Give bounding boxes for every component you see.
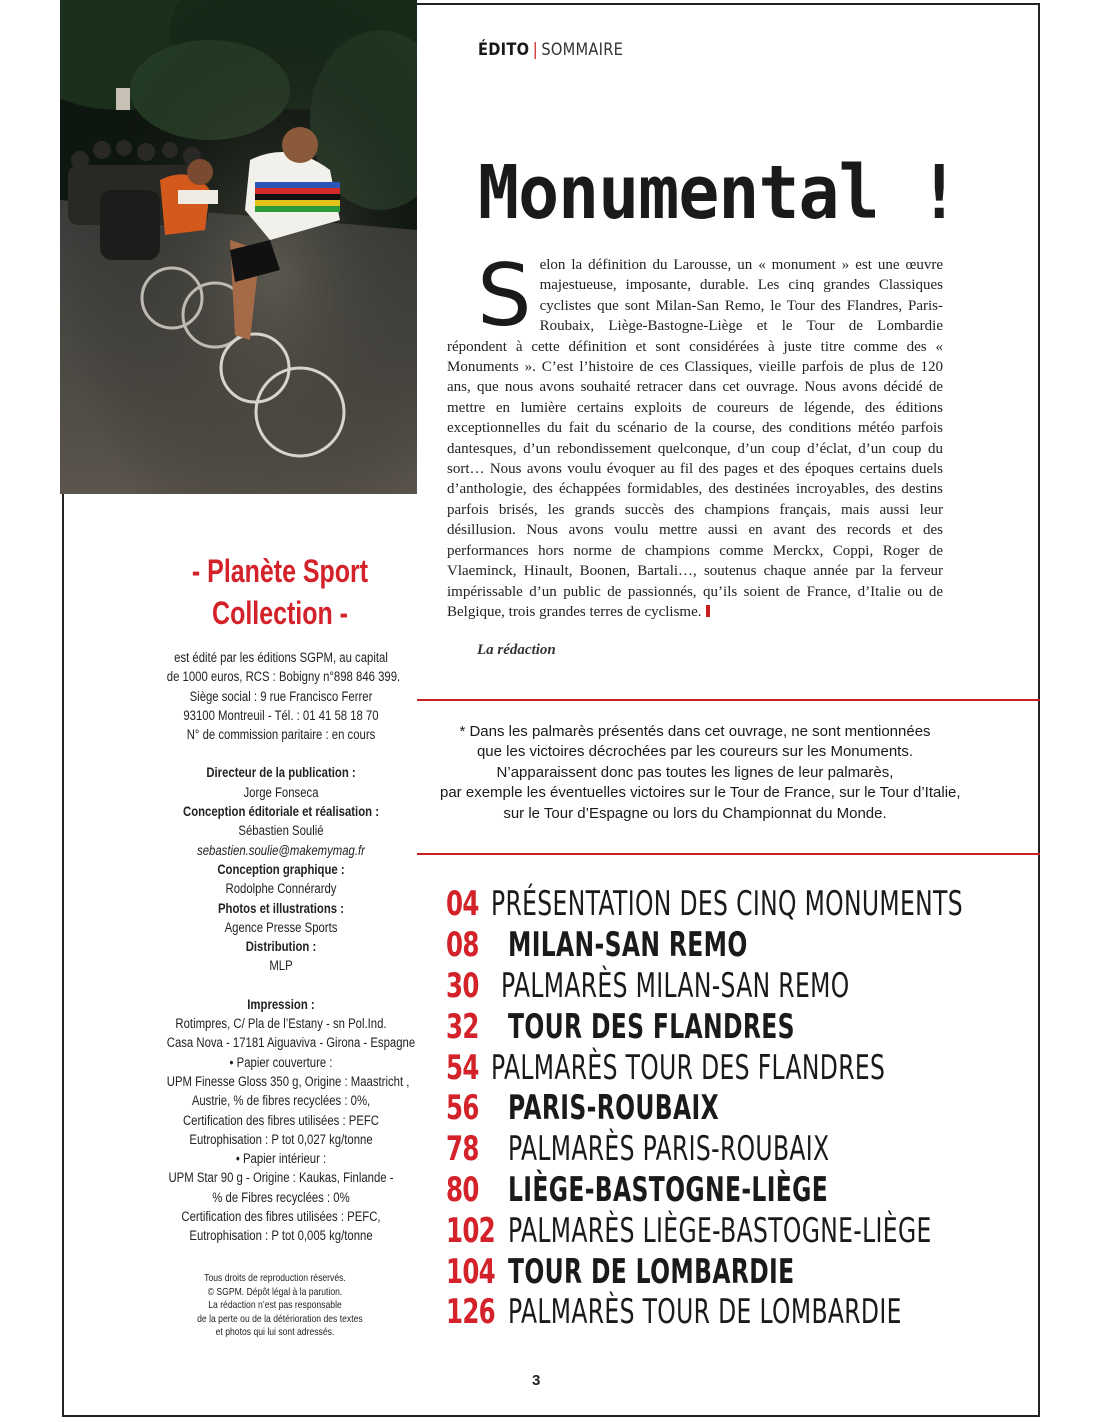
- toc-label: PALMARÈS TOUR DE LOMBARDIE: [508, 1292, 902, 1333]
- credits-intro-line: est édité par les éditions SGPM, au capital: [174, 650, 388, 665]
- editorial-email: sebastien.soulie@makemymag.fr: [197, 842, 365, 858]
- header-sommaire: SOMMAIRE: [541, 40, 624, 60]
- toc-page-number: 126: [446, 1292, 495, 1333]
- print-line: • Papier intérieur :: [235, 1151, 327, 1167]
- palmares-note: [440, 722, 961, 824]
- signature: La rédaction: [477, 642, 556, 658]
- cover-photo: [60, 0, 417, 494]
- toc-label: LIÈGE-BASTOGNE-LIÈGE: [508, 1169, 829, 1210]
- print-line: Austrie, % de fibres recyclées : 0%,: [191, 1093, 371, 1109]
- toc-page-number: 104: [446, 1251, 495, 1292]
- print-line: Eutrophisation : P tot 0,005 kg/tonne: [189, 1228, 373, 1244]
- print-line: Casa Nova - 17181 Aiguaviva - Girona - Espagne: [166, 1035, 416, 1051]
- toc-label: TOUR DE LOMBARDIE: [508, 1251, 795, 1292]
- credits-intro-line: Siège social : 9 rue Francisco Ferrer: [189, 688, 373, 704]
- photos-name: Agence Presse Sports: [224, 919, 338, 935]
- toc-entry[interactable]: [446, 884, 1006, 925]
- toc-entry[interactable]: [446, 1292, 1006, 1333]
- legal-line: La rédaction n’est pas responsable: [208, 1299, 342, 1311]
- print-label: Impression :: [247, 996, 315, 1012]
- print-line: % de Fibres recyclées : 0%: [212, 1189, 350, 1205]
- toc-entry[interactable]: [446, 1047, 1006, 1088]
- editorial-text: [447, 246, 943, 622]
- note-line: sur le Tour d’Espagne ou lors du Championnat du Monde.: [503, 804, 887, 822]
- distribution-name: MLP: [269, 958, 293, 974]
- header-edito: ÉDITO: [478, 40, 530, 60]
- end-mark-icon: [706, 605, 710, 617]
- drop-cap: S: [477, 246, 532, 346]
- brand-title: [160, 550, 400, 634]
- toc-page-number: 80: [446, 1169, 479, 1210]
- photos-label: Photos et illustrations :: [217, 900, 344, 916]
- toc-page-number: 30: [446, 965, 479, 1006]
- legal-notice: [180, 1272, 370, 1340]
- print-line: UPM Finesse Gloss 350 g, Origine : Maastricht ,: [166, 1073, 410, 1089]
- brand-line-2: Collection -: [212, 595, 348, 631]
- toc-label: PARIS-ROUBAIX: [508, 1088, 720, 1129]
- toc-entry[interactable]: [446, 1129, 1006, 1170]
- toc-page-number: 32: [446, 1006, 479, 1047]
- table-of-contents: [446, 884, 1006, 1333]
- toc-label: PALMARÈS TOUR DES FLANDRES: [491, 1047, 886, 1088]
- note-line: N’apparaissent donc pas toutes les lignes de leur palmarès,: [496, 763, 894, 781]
- toc-page-number: 08: [446, 925, 479, 966]
- credits-intro-line: N° de commission paritaire : en cours: [186, 727, 376, 743]
- director-name: Jorge Fonseca: [243, 784, 319, 800]
- toc-entry[interactable]: [446, 1006, 1006, 1047]
- legal-line: Tous droits de reproduction réservés.: [204, 1272, 346, 1284]
- credits-intro-line: 93100 Montreuil - Tél. : 01 41 58 18 70: [183, 707, 379, 723]
- brand-line-1: - Planète Sport: [191, 553, 369, 589]
- toc-entry[interactable]: [446, 966, 1006, 1007]
- graphic-label: Conception graphique :: [217, 861, 345, 877]
- editorial-label: Conception éditoriale et réalisation :: [183, 804, 379, 820]
- toc-entry[interactable]: [446, 1251, 1006, 1292]
- note-line: par exemple les éventuelles victoires sur le Tour de France, sur le Tour d’Italie,: [440, 784, 961, 802]
- toc-page-number: 56: [446, 1088, 479, 1129]
- toc-entry[interactable]: [446, 1088, 1006, 1129]
- legal-line: © SGPM. Dépôt légal à la parution.: [207, 1285, 343, 1298]
- toc-entry[interactable]: [446, 1170, 1006, 1211]
- toc-page-number: 102: [446, 1210, 495, 1251]
- toc-label: TOUR DES FLANDRES: [508, 1006, 795, 1047]
- toc-page-number: 04: [446, 884, 479, 925]
- print-line: Certification des fibres utilisées : PEFC: [182, 1112, 380, 1128]
- divider-bottom: [417, 853, 1040, 855]
- credits-intro-line: de 1000 euros, RCS : Bobigny n°898 846 399.: [166, 669, 401, 685]
- print-line: Certification des fibres utilisées : PEFC,: [181, 1209, 381, 1225]
- toc-entry[interactable]: [446, 925, 1006, 966]
- toc-entry[interactable]: [446, 1210, 1006, 1251]
- toc-page-number: 78: [446, 1129, 479, 1170]
- note-line: * Dans les palmarès présentés dans cet ouvrage, ne sont mentionnées: [459, 723, 931, 740]
- legal-line: de la perte ou de la détérioration des textes: [197, 1312, 363, 1325]
- print-line: UPM Star 90 g - Origine : Kaukas, Finlande -: [168, 1170, 394, 1186]
- toc-label: PRÉSENTATION DES CINQ MONUMENTS: [491, 884, 964, 925]
- print-line: Eutrophisation : P tot 0,027 kg/tonne: [189, 1131, 373, 1147]
- legal-line: et photos qui lui sont adressés.: [215, 1326, 335, 1338]
- editorial-name: Sébastien Soulié: [238, 823, 324, 839]
- page-number: 3: [532, 1372, 541, 1389]
- editorial-body: elon la définition du Larousse, un « monument » est une œuvre majestueuse, imposante, durable. Les cinq grandes Classiques cyclistes que sont Milan-San Remo, le Tour des Flandres, Paris-Roubaix, Liège-Bastogne-Liège et le Tour de Lombardie répondent à cette définition et sont considérées à juste titre comme des « Monuments ». C’est l’histoire de ces Classiques, vieille parfois de plus de 120 ans, que nous avons souhaité retracer dans cet ouvrage. Nous avons décidé de mettre en lumière certains exploits de coureurs de légende, des éditions exceptionnelles du fait du scénario de la course, des conditions météo parfois dantesques, d’un rebondissement quelconque, d’un coup d’éclat, d’un coup du sort… Nous avons voulu évoquer au fil des pages et des époques certains duels d’anthologie, des échappées formidables, des destinées incroyables, des destins parfois brisés, les grands succès des champions français, mais aussi leur désillusion. Nous avons voulu mettre aussi en avant des records et des performances hors norme de champions comme Merckx, Coppi, Roger de Vlaeminck, Hinault, Boonen, Bartali…, soutenus chaque année par la ferveur impérissable d’un public de passionnés, qu’ils soient de France, d’Italie ou de Belgique, trois grandes terres de cyclisme.: [447, 257, 943, 620]
- toc-page-number: 54: [446, 1047, 479, 1088]
- toc-label: PALMARÈS MILAN-SAN REMO: [500, 965, 850, 1006]
- note-line: que les victoires décrochées par les coureurs sur les Monuments.: [476, 743, 914, 761]
- credits-block: [145, 648, 417, 1246]
- graphic-name: Rodolphe Connérardy: [225, 881, 337, 897]
- toc-label: PALMARÈS PARIS-ROUBAIX: [508, 1129, 830, 1170]
- toc-label: PALMARÈS LIÈGE-BASTOGNE-LIÈGE: [508, 1210, 932, 1251]
- director-label: Directeur de la publication :: [206, 765, 356, 781]
- page-title: Monumental !: [478, 150, 959, 236]
- distribution-label: Distribution :: [245, 939, 317, 955]
- print-line: • Papier couverture :: [229, 1054, 333, 1070]
- divider-top: [417, 699, 1040, 701]
- print-line: Rotimpres, C/ Pla de l’Estany - sn Pol.Ind.: [175, 1016, 387, 1032]
- section-header: [478, 40, 623, 60]
- header-separator: |: [532, 40, 538, 60]
- toc-label: MILAN-SAN REMO: [508, 925, 748, 966]
